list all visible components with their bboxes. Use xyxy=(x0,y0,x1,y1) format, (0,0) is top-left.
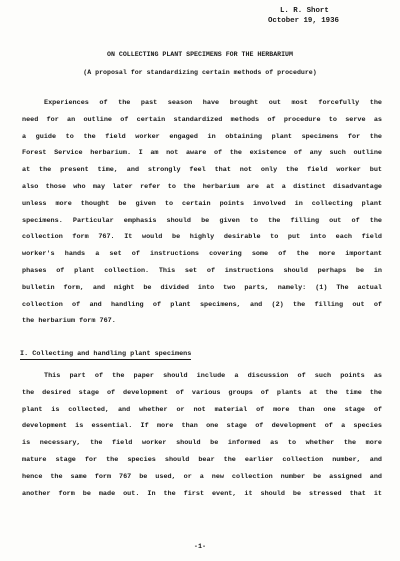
page-number: -1- xyxy=(193,543,207,551)
document-date: October 19, 1936 xyxy=(268,17,339,25)
text-line: worker's hands a set of instructions covering some of the more important xyxy=(22,250,382,259)
author-name: L. R. Short xyxy=(280,7,329,15)
document-title: ON COLLECTING PLANT SPECIMENS FOR THE HERBARIUM xyxy=(107,51,293,58)
text-line: a guide to the field worker engaged in obtaining plant specimens for the xyxy=(22,132,382,141)
text-line: the desired stage of development of various groups of plants at the time the xyxy=(22,388,382,397)
text-line: Forest Service herbarium. I am not aware of the existence of any such outline xyxy=(22,149,382,158)
text-line: mature stage for the species should bear the earlier collection number, and xyxy=(22,455,382,464)
text-line: bulletin form, and might be divided into two parts, namely: (1) The actual xyxy=(22,283,382,292)
document-subtitle: (A proposal for standardizing certain methods of procedure) xyxy=(83,69,317,76)
text-line: the herbarium form 767. xyxy=(22,317,116,326)
text-line: also those who may later refer to the herbarium are at a distinct disadvantage xyxy=(22,182,382,191)
text-line: phases of plant collection. This set of instructions should perhaps be in xyxy=(22,266,382,275)
text-line: development is essential. If more than one stage of development of a species xyxy=(22,422,382,431)
text-line: hence the same form 767 be used, or a new collection number be assigned and xyxy=(22,472,382,481)
section-heading: I. Collecting and handling plant specimens xyxy=(20,350,192,358)
text-line: need for an outline of certain standardized methods of procedure to serve as xyxy=(22,115,382,124)
paragraph-2 xyxy=(22,368,382,502)
text-line: unless more thought be given to certain points involved in collecting plant xyxy=(22,199,382,208)
document-header xyxy=(268,6,339,26)
paragraph-1 xyxy=(22,95,382,330)
text-line: collection form 767. It would be highly desirable to put into each field xyxy=(22,233,382,242)
text-line: plant is collected, and whether or not material of more than one stage of xyxy=(22,405,382,414)
text-line: specimens. Particular emphasis should be given to the filling out of the xyxy=(22,216,382,225)
text-line: This part of the paper should include a discussion of such points as xyxy=(44,372,382,380)
text-line: is necessary, the field worker should be informed as to whether the more xyxy=(22,439,382,448)
text-line: Experiences of the past season have brought out most forcefully the xyxy=(44,99,382,107)
text-line: at the present time, and strongly feel that not only the field worker but xyxy=(22,166,382,175)
text-line: collection of and handling of plant specimens, and (2) the filling out of xyxy=(22,300,382,309)
text-line: another form be made out. In the first event, it should be stressed that it xyxy=(22,489,382,498)
